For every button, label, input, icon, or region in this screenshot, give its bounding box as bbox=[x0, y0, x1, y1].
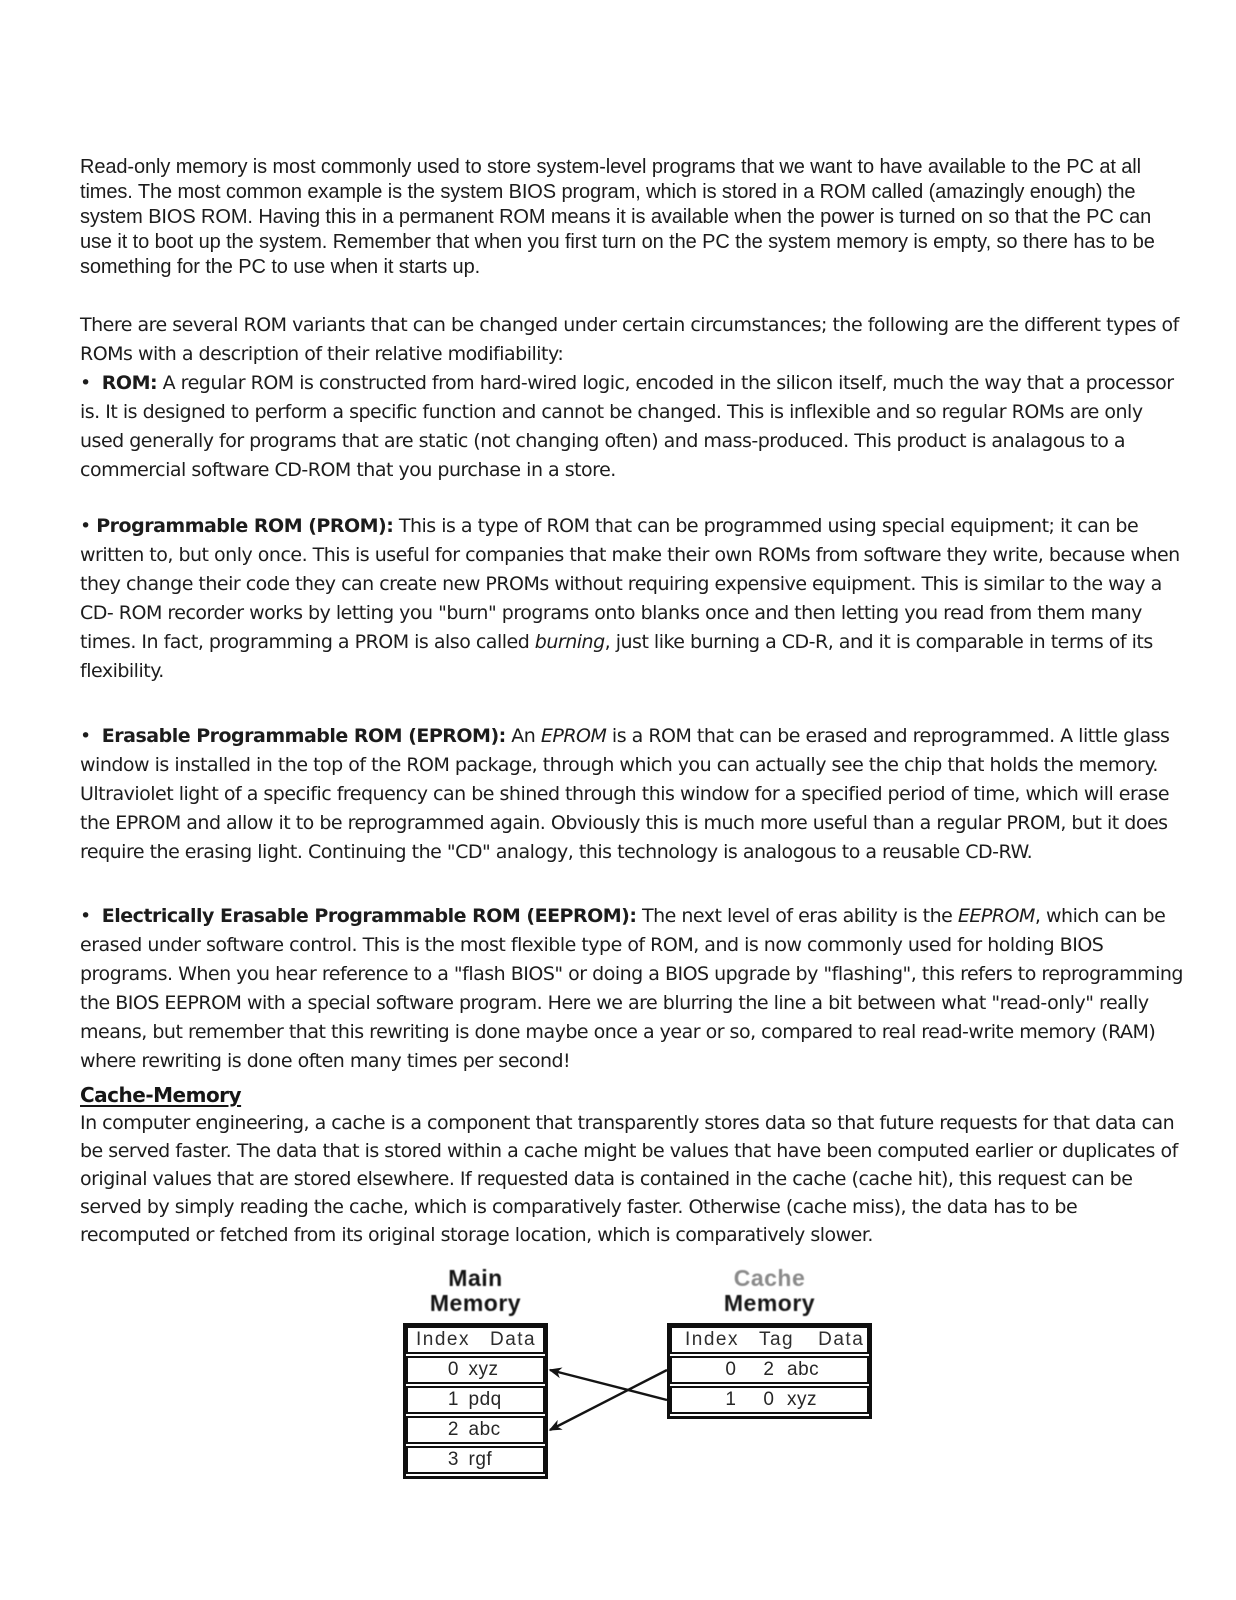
cache-row-0: 0 2 abc bbox=[670, 1356, 869, 1384]
main-memory-header-row bbox=[406, 1326, 545, 1354]
paragraph-rom-variants: There are several ROM variants that can be changed under certain circumstances; the following are the different types of ROMs with a description of their relative modifiability: bbox=[80, 314, 1185, 365]
cache-memory-title-line2: Memory bbox=[723, 1290, 816, 1316]
mapping-arrow bbox=[550, 1370, 667, 1430]
bullet-rom: • ROM: A regular ROM is constructed from hard-wired logic, encoded in the silicon itself, much the way that a processor is. It is designed to perform a specific function and cannot be changed. This is inflexible and so regular ROMs are only used generally for programs that are static (not changing often) and mass-produced. This product is analagous to a commercial software CD-ROM that you purchase in a store. bbox=[80, 372, 1180, 481]
paragraph-intro: Read-only memory is most commonly used to store system-level programs that we want to have available to the PC at all times. The most common example is the system BIOS program, which is stored in a ROM called (amazingly enough) the system BIOS ROM. Having this in a permanent ROM means it is available when the power is turned on so that the PC can use it to boot up the system. Remember that when you first turn on the PC the system memory is empty, so there has to be something for the PC to use when it starts up. bbox=[80, 156, 1161, 278]
cache-row-1: 1 0 xyz bbox=[670, 1386, 869, 1414]
mapping-arrow bbox=[550, 1370, 667, 1400]
main-memory-title bbox=[403, 1266, 548, 1316]
paragraph-cache: In computer engineering, a cache is a component that transparently stores data so that future requests for that data can be served faster. The data that is stored within a cache might be values that have been computed earlier or duplicates of original values that are stored elsewhere. If requested data is contained in the cache (cache hit), this request can be served by simply reading the cache, which is comparatively faster. Otherwise (cache miss), the data has to be recomputed or fetched from its original storage location, which is comparatively slower. bbox=[80, 1112, 1184, 1246]
main-row-0: 0 xyz bbox=[406, 1356, 545, 1384]
arrows-svg bbox=[80, 1261, 1186, 1493]
cache-memory-title-line1: Cache bbox=[733, 1265, 806, 1291]
bullet-prom: • Programmable ROM (PROM): This is a type of ROM that can be programmed using special equipment; it can be written to, but only once. This is useful for companies that make their own ROMs from software they write, because when they change their code they can create new PROMs without requiring expensive equipment. This is similar to the way a CD- ROM recorder works by letting you "burn" programs onto blanks once and then letting you read from them many times. In fact, programming a PROM is also called burning, just like burning a CD-R, and it is comparable in terms of its flexibility. bbox=[80, 515, 1186, 682]
content-column bbox=[80, 0, 1189, 1493]
main-memory-title-line2: Memory bbox=[429, 1290, 522, 1316]
cache-header-index: Index bbox=[685, 1329, 739, 1350]
main-row-3: 3 rgf bbox=[406, 1446, 545, 1474]
main-memory-title-line1: Main bbox=[448, 1265, 503, 1291]
main-memory-table bbox=[403, 1323, 548, 1479]
cache-header-data: Data bbox=[818, 1329, 865, 1350]
main-row-1: 1 pdq bbox=[406, 1386, 545, 1414]
cache-memory-table bbox=[667, 1323, 872, 1419]
bullet-eprom: • Erasable Programmable ROM (EPROM): An EPROM is a ROM that can be erased and reprogrammed. A little glass window is installed in the top of the ROM package, through which you can actually see the chip that holds the memory. Ultraviolet light of a specific frequency can be shined through this window for a specified period of time, which will erase the EPROM and allow it to be reprogrammed again. Obviously this is much more useful than a regular PROM, but it does require the erasing light. Continuing the "CD" analogy, this technology is analogous to a reusable CD-RW. bbox=[80, 725, 1175, 863]
cache-diagram bbox=[80, 1261, 1186, 1493]
main-header-data: Data bbox=[489, 1329, 537, 1350]
main-header-index: Index bbox=[416, 1329, 470, 1350]
cache-header-tag: Tag bbox=[758, 1329, 795, 1350]
cache-memory-heading: Cache-Memory bbox=[80, 1083, 242, 1107]
main-row-2: 2 abc bbox=[406, 1416, 545, 1444]
cache-memory-header-row bbox=[670, 1326, 869, 1354]
bullet-eeprom: • Electrically Erasable Programmable ROM (EEPROM): The next level of eras ability is the EEPROM, which can be erased under software control. This is the most flexible type of ROM, and is now commonly used for holding BIOS programs. When you hear reference to a "flash BIOS" or doing a BIOS upgrade by "flashing", this refers to reprogramming the BIOS EEPROM with a special software program. Here we are blurring the line a bit between what "read-only" really means, but remember that this rewriting is done maybe once a year or so, compared to real read-write memory (RAM) where rewriting is done often many times per second! bbox=[80, 905, 1189, 1072]
cache-memory-title bbox=[667, 1266, 872, 1316]
